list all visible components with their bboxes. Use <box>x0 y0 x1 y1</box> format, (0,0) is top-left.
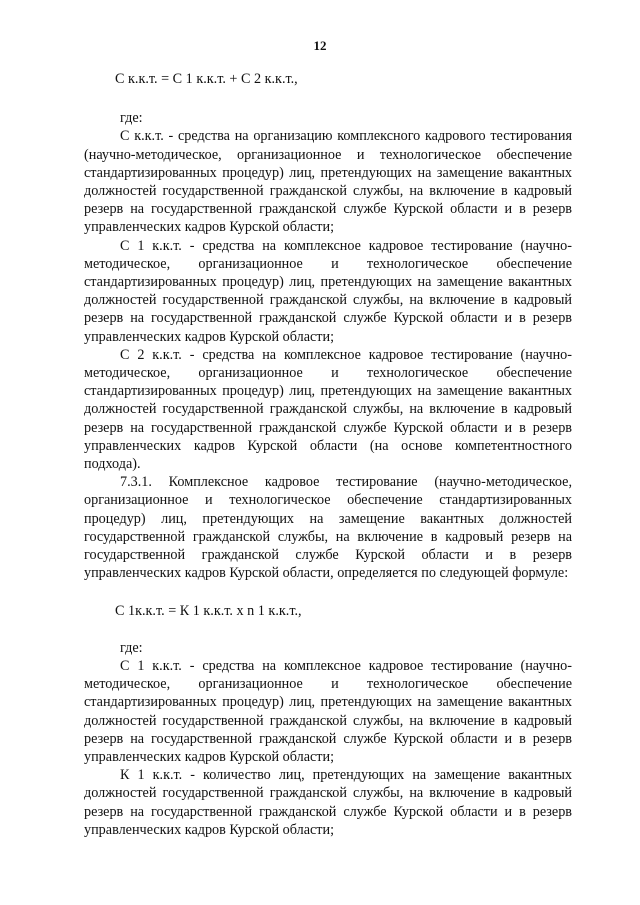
definition-term: С к.к.т. <box>120 128 164 145</box>
definition-text: - средства на комплексное кадровое тестирование (научно-методическое, организационное и технологическое обеспечение стандартизированных процедур) лиц, претендующих на замещение вакантных должностей государственной гражданской службы, на включение в кадровый резерв на государственной гражданской службе Курской области и в резерв управленческих кадров Курской области (на основе компетентностного подхода). <box>84 346 572 473</box>
definition-text: - средства на комплексное кадровое тестирование (научно-методическое, организационное и технологическое обеспечение стандартизированных процедур) лиц, претендующих на замещение вакантных должностей государственной гражданской службы, на включение в кадровый резерв на государственной гражданской службе Курской области и в резерв управленческих кадров Курской области; <box>84 657 572 765</box>
definition-text: - средства на комплексное кадровое тестирование (научно-методическое, организационное и технологическое обеспечение стандартизированных процедур) лиц, претендующих на замещение вакантных должностей государственной гражданской службы, на включение в кадровый резерв на государственной гражданской службе Курской области и в резерв управленческих кадров Курской области; <box>84 237 572 345</box>
definition-term: С 2 к.к.т. <box>120 346 182 363</box>
definition-k1-kkt <box>84 766 572 839</box>
definition-text: - количество лиц, претендующих на замещение вакантных должностей государственной гражданской службы, на включение в кадровый резерв на государственной гражданской службе Курской области и в резерв управленческих кадров Курской области; <box>84 767 572 838</box>
where-label: где: <box>120 110 143 127</box>
where-label-2: где: <box>120 639 143 656</box>
definition-c-kkt <box>84 127 572 236</box>
definition-c1-kkt-2 <box>84 657 572 766</box>
formula-total: С к.к.т. = С 1 к.к.т. + С 2 к.к.т., <box>115 71 298 87</box>
document-body <box>84 64 572 839</box>
definition-term: К 1 к.к.т. <box>120 767 183 784</box>
definition-text: - средства на организацию комплексного кадрового тестирования (научно-методическое, организационное и технологическое обеспечение стандартизированных процедур) лиц, претендующих на замещение вакантных должностей государственной гражданской службы, на включение в кадровый резерв на государственной гражданской службе Курской области и в резерв управленческих кадров Курской области; <box>84 128 573 236</box>
clause-7-3-1: 7.3.1. Комплексное кадровое тестирование (научно-методическое, организационное и технологическое обеспечение стандартизированных процедур) лиц, претендующих на замещение вакантных должностей государственной гражданской службы, на включение в кадровый резерв на государственной гражданской службе Курской области и в резерв управленческих кадров Курской области, определяется по следующей формуле: <box>84 474 572 582</box>
definition-c2-kkt <box>84 346 572 473</box>
page-number: 12 <box>313 38 327 53</box>
formula-c1: С 1к.к.т. = К 1 к.к.т. х n 1 к.к.т., <box>115 603 302 620</box>
definition-term: С 1 к.к.т. <box>120 237 182 254</box>
definition-term: С 1 к.к.т. <box>120 657 182 674</box>
definition-c1-kkt <box>84 237 572 346</box>
